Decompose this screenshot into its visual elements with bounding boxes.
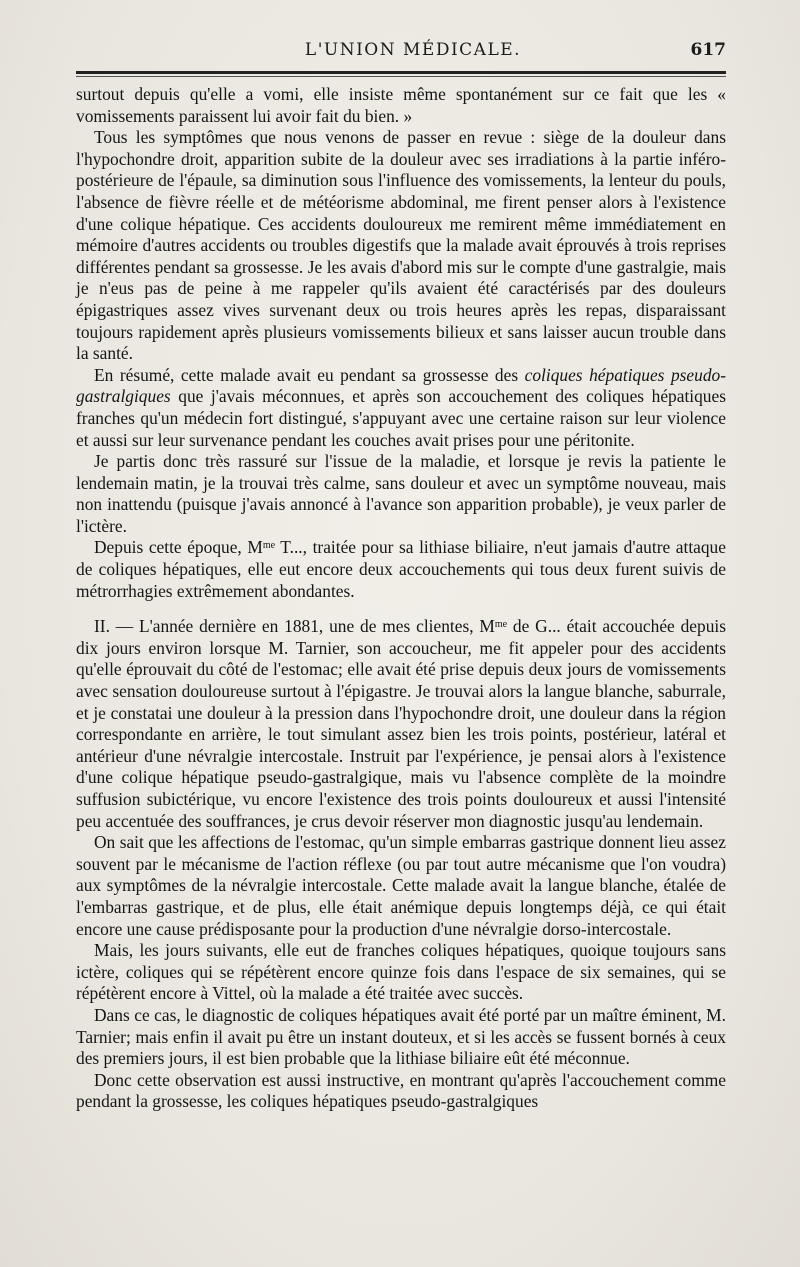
- paragraph-text: de G... était accouchée depuis dix jours environ lorsque M. Tarnier, son accoucheur, me fit appeler pour des accidents qu'elle éprouvait du côté de l'estomac; elle avait été prise depuis deux jours de vomissements avec sensation douloureuse surtout à l'épigastre. Je trouvai alors la langue blanche, saburrale, et je constatai une douleur à la pression dans l'hypochondre droit, une douleur dans la région correspondante en arrière, le tout simulant assez bien les trois points, postérieur, latéral et antérieur d'une névralgie intercostale. Instruit par l'expérience, je pensai alors à l'existence d'une colique hépatique pseudo-gastralgique, mais vu l'absence complète de la moindre suffusion subictérique, vu encore l'existence des trois points douloureux et aussi l'intensité peu accentuée des souffrances, je crus devoir réserver mon diagnostic jusqu'au lendemain.: [76, 616, 726, 831]
- paragraph: Tous les symptômes que nous venons de passer en revue : siège de la douleur dans l'hypochondre droit, apparition subite de la douleur avec ses irradiations à la partie inféro-postérieure de l'épaule, sa diminution sous l'influence des vomissements, la lenteur du pouls, l'absence de fièvre réelle et de météorisme abdominal, me firent penser alors à l'existence d'une colique hépatique. Ces accidents douloureux me remirent même immédiatement en mémoire d'autres accidents ou troubles digestifs que la malade avait éprouvés à trois reprises différentes pendant sa grossesse. Je les avais d'abord mis sur le compte d'une gastralgie, mais je n'eus pas de peine à me rappeler qu'ils avaient été caractérisés par des douleurs épigastriques assez vives survenant deux ou trois heures après les repas, disparaissant toujours rapidement après plusieurs vomissements bilieux et sans laisser aucun trouble dans la santé.: [76, 127, 726, 364]
- paragraph-text: En résumé, cette malade avait eu pendant sa grossesse des: [94, 364, 525, 385]
- paragraph-text: Depuis cette époque, M: [94, 537, 263, 558]
- paragraph: [76, 537, 726, 602]
- header-rule: [76, 71, 726, 74]
- header-rule-thin: [76, 76, 726, 77]
- paragraph: Mais, les jours suivants, elle eut de franches coliques hépatiques, quoique toujours sans ictère, coliques qui se répétèrent encore quinze fois dans l'espace de six semaines, qui se répétèrent encore à Vittel, où la malade a été traitée avec succès.: [76, 940, 726, 1004]
- paragraph: On sait que les affections de l'estomac, qu'un simple embarras gastrique donnent lieu assez souvent par le mécanisme de l'action réflexe (ou par tout autre mécanisme que l'on voudra) aux symptômes de la névralgie intercostale. Cette malade avait la langue blanche, étalée de l'embarras gastrique, et de plus, elle était anémique depuis longtemps déjà, ce qui était encore une cause prédisposante pour la production d'une névralgie dorso-intercostale.: [76, 832, 726, 939]
- paragraph: Dans ce cas, le diagnostic de coliques hépatiques avait été porté par un maître éminent, M. Tarnier; mais enfin il avait pu être un instant douteux, et si les accès se fussent bornés à ceux des premiers jours, il est bien probable que la lithiase biliaire eût été méconnue.: [76, 1004, 726, 1069]
- paragraph: Donc cette observation est aussi instructive, en montrant qu'après l'accouchement comme pendant la grossesse, les coliques hépatiques pseudo-gastralgiques: [76, 1069, 726, 1112]
- running-title: L'UNION MÉDICALE.: [304, 40, 522, 60]
- page-header: [76, 38, 726, 66]
- emphasis-text: coliques hépatiques pseudo-gastralgiques: [76, 364, 726, 407]
- paragraph-text: que j'avais méconnues, et après son accouchement des coliques hépatiques franches qu'un médecin fort distingué, s'appuyant avec une certaine raison sur leur violence et aussi sur leur survenance pendant les couches avait prises pour une péritonite.: [76, 386, 726, 450]
- paragraph: [76, 365, 726, 451]
- superscript: me: [262, 540, 276, 552]
- paragraph-text: T..., traitée pour sa lithiase biliaire, n'eut jamais d'autre attaque de coliques hépatiques, elle eut encore deux accouchements qui tous deux furent suivis de métrorrhagies extrêmement abondantes.: [76, 537, 726, 601]
- paragraph: Je partis donc très rassuré sur l'issue de la maladie, et lorsque je revis la patiente le lendemain matin, je la trouvai très calme, sans douleur et avec un symptôme nouveau, mais non inattendu (puisque j'avais annoncé à l'avance son apparition probable), je veux parler de l'ictère.: [76, 451, 726, 536]
- body-text: [76, 84, 726, 1113]
- superscript: me: [494, 619, 508, 631]
- paragraph-text: II. — L'année dernière en 1881, une de mes clientes, M: [94, 616, 495, 637]
- paragraph: [76, 616, 726, 832]
- paragraph: surtout depuis qu'elle a vomi, elle insiste même spontanément sur ce fait que les « vomissements paraissent lui avoir fait du bien. »: [76, 84, 726, 126]
- page-number: 617: [690, 40, 726, 60]
